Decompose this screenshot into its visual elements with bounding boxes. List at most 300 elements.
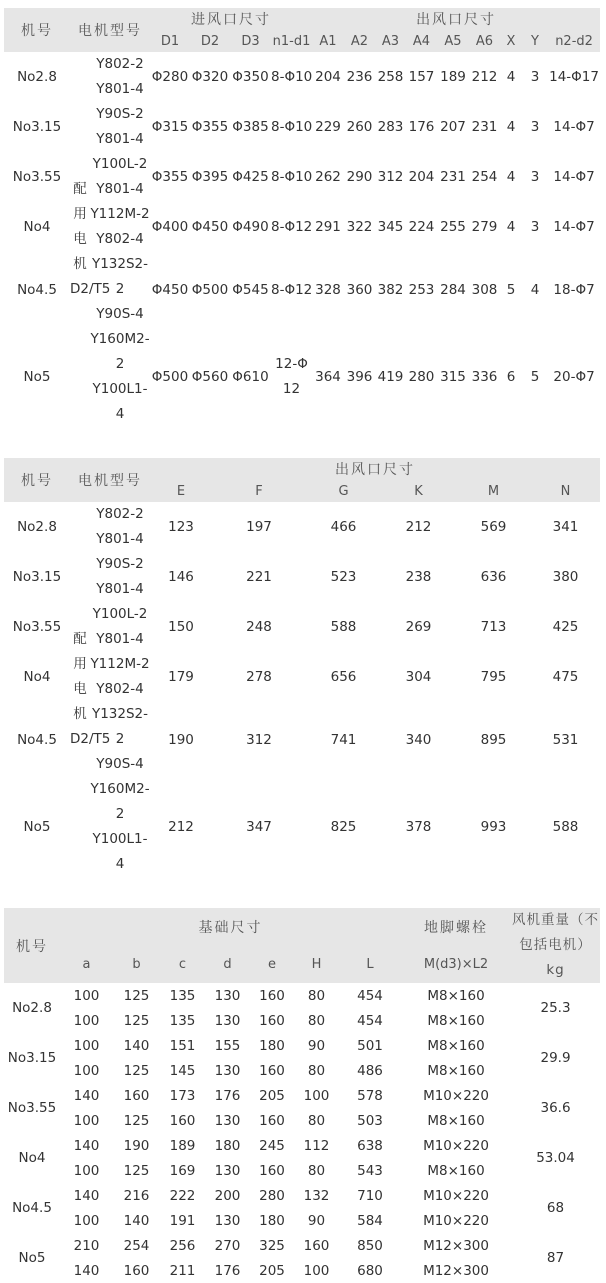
cell: M8×160 [427, 1112, 485, 1129]
motor-line: Y90S-4 [96, 306, 144, 322]
cell: 212 [405, 519, 432, 535]
cell: 341 [552, 519, 579, 535]
cell: 130 [214, 987, 241, 1004]
cell: Φ350 [232, 69, 269, 85]
cell: 150 [168, 619, 194, 635]
cell: 523 [330, 569, 357, 585]
cell: 160 [259, 1062, 285, 1079]
cell: 588 [552, 819, 579, 835]
config-label: 配用电机D2/T5 [70, 631, 111, 747]
cell: Φ610 [232, 369, 269, 385]
cell: M8×160 [427, 987, 485, 1004]
motor-line: Y132S2-2 [91, 706, 149, 747]
cell: 278 [246, 669, 272, 685]
cell: 231 [471, 119, 498, 135]
fan-no: No4.5 [12, 1200, 52, 1216]
motor-line: Y100L1-4 [92, 831, 148, 872]
fan-no: No2.8 [12, 1000, 52, 1016]
cell: 336 [471, 369, 498, 385]
cell: 20-Φ7 [553, 369, 595, 385]
cell: 569 [480, 519, 507, 535]
cell: M8×160 [427, 1037, 485, 1054]
cell: 140 [73, 1137, 100, 1154]
cell: 205 [259, 1087, 285, 1104]
cell: 396 [346, 369, 373, 385]
header-sub: D1 [150, 30, 190, 52]
cell: Φ395 [191, 169, 229, 185]
cell: 140 [123, 1037, 150, 1054]
motor-line: Y100L-2 [92, 156, 148, 172]
cell: 212 [471, 69, 498, 85]
cell: 176 [214, 1262, 241, 1279]
cell: 308 [471, 281, 498, 298]
cell: 419 [377, 369, 404, 385]
cell: 135 [169, 987, 196, 1004]
cell: 125 [123, 987, 150, 1004]
fan-no: No5 [18, 1250, 46, 1266]
cell: 304 [405, 669, 432, 685]
fan-no: No4 [23, 219, 51, 235]
header-sub: Y [522, 30, 548, 52]
cell: Φ450 [191, 219, 229, 235]
table-row [4, 983, 600, 1008]
cell: M10×220 [423, 1137, 489, 1154]
table-row [4, 1058, 600, 1083]
cell: 212 [168, 819, 194, 835]
cell: 173 [169, 1087, 196, 1104]
header-inlet-dimensions: 进风口尺寸 [150, 8, 312, 30]
header-sub: G [306, 480, 381, 502]
cell: 4 [506, 119, 516, 135]
cell: 280 [259, 1187, 285, 1204]
cell: 130 [214, 1212, 241, 1229]
cell: 135 [169, 1012, 196, 1029]
motor-model [90, 327, 150, 427]
cell: 638 [357, 1137, 383, 1154]
fan-no: No4.5 [17, 731, 57, 748]
cell: 279 [471, 219, 498, 235]
cell: 100 [73, 1037, 100, 1054]
header-sub: N [531, 480, 600, 502]
cell: 140 [73, 1087, 100, 1104]
table-row [4, 1108, 600, 1133]
cell: 280 [408, 369, 435, 385]
cell: 14-Φ7 [553, 169, 595, 185]
fan-no: No2.8 [17, 519, 57, 535]
cell: 258 [377, 69, 404, 85]
motor-line: Y90S-2 [96, 106, 144, 122]
fan-no: No3.55 [7, 1100, 57, 1116]
outlet-dimensions-table [4, 458, 600, 877]
cell: 231 [440, 169, 466, 185]
cell: 340 [405, 731, 432, 748]
header-sub: A6 [469, 30, 500, 52]
header-fan-no: 机号 [4, 458, 70, 502]
cell: 503 [357, 1112, 383, 1129]
cell: 160 [169, 1112, 196, 1129]
cell: 205 [259, 1262, 285, 1279]
cell: 253 [408, 281, 435, 298]
cell: 100 [303, 1262, 330, 1279]
cell: 291 [315, 219, 341, 235]
cell: 315 [440, 369, 466, 385]
cell: 204 [315, 69, 341, 85]
cell: 224 [408, 219, 435, 235]
fan-no: No4 [23, 669, 51, 685]
table-row [4, 1183, 600, 1208]
fan-no: No5 [23, 819, 51, 835]
fan-no: No2.8 [17, 69, 57, 85]
table-row [4, 1258, 600, 1283]
cell: 4 [506, 69, 516, 85]
cell: 100 [73, 1162, 100, 1179]
fan-no: No3.15 [12, 119, 62, 135]
cell: 160 [259, 1012, 285, 1029]
cell: 145 [169, 1062, 196, 1079]
cell: 100 [73, 1212, 100, 1229]
cell: Φ500 [191, 281, 229, 298]
header-fan-weight: 风机重量（不包括电机）kg [511, 908, 600, 983]
header-sub: A1 [312, 30, 344, 52]
table-row [4, 1008, 600, 1033]
cell: Φ400 [151, 219, 189, 235]
cell: 8-Φ10 [271, 119, 313, 135]
motor-line: Y132S2-2 [91, 256, 149, 297]
cell: 256 [169, 1237, 196, 1254]
cell: 8-Φ12 [271, 281, 313, 298]
table-row [4, 1233, 600, 1258]
header-sub: D3 [230, 30, 271, 52]
cell: 3 [530, 119, 540, 135]
cell: 255 [440, 219, 466, 235]
motor-line: Y160M2-2 [90, 331, 150, 372]
cell: 713 [480, 619, 507, 635]
fan-no: No3.55 [12, 169, 62, 185]
cell: Φ545 [232, 281, 269, 298]
cell: 176 [214, 1087, 241, 1104]
cell: 160 [123, 1262, 150, 1279]
motor-line: Y802-4 [96, 681, 144, 697]
cell: 210 [73, 1237, 100, 1254]
motor-model [90, 202, 150, 252]
cell: 189 [440, 69, 466, 85]
cell: M10×220 [423, 1212, 489, 1229]
table-row [4, 777, 600, 877]
header-sub: L [339, 946, 401, 984]
cell: 283 [377, 119, 404, 135]
cell: 260 [346, 119, 373, 135]
motor-line: Y90S-2 [96, 556, 144, 572]
cell: 270 [214, 1237, 241, 1254]
motor-model [90, 552, 150, 602]
motor-line: Y801-4 [96, 181, 144, 197]
cell: 130 [214, 1012, 241, 1029]
motor-line: Y802-2 [96, 506, 144, 522]
header-outlet-dimensions: 出风口尺寸 [312, 8, 600, 30]
motor-model [90, 602, 150, 652]
cell: 160 [123, 1087, 150, 1104]
cell: 6 [506, 369, 516, 385]
cell: 140 [73, 1262, 100, 1279]
cell: Φ385 [232, 119, 269, 135]
cell: 155 [214, 1037, 241, 1054]
header-sub: A5 [437, 30, 469, 52]
cell: 100 [73, 987, 100, 1004]
table-row [4, 1083, 600, 1108]
fan-no: No3.15 [12, 569, 62, 585]
header-anchor-bolt: 地脚螺栓 [401, 908, 511, 946]
cell: 636 [480, 569, 507, 585]
fan-weight: 53.04 [536, 1150, 575, 1166]
table-row [4, 1208, 600, 1233]
cell: Φ320 [191, 69, 229, 85]
motor-line: Y112M-2 [90, 206, 150, 222]
fan-weight: 36.6 [540, 1100, 571, 1116]
header-foundation-dimensions: 基础尺寸 [60, 908, 401, 946]
header-sub: D2 [190, 30, 230, 52]
cell: 211 [169, 1262, 196, 1279]
cell: 347 [246, 819, 272, 835]
cell: 3 [530, 219, 540, 235]
cell: 795 [480, 669, 507, 685]
table-row [4, 52, 600, 102]
cell: 378 [405, 819, 432, 835]
cell: 132 [303, 1187, 330, 1204]
cell: 176 [408, 119, 435, 135]
cell: 531 [552, 731, 579, 748]
cell: 80 [307, 1012, 326, 1029]
cell: 204 [408, 169, 435, 185]
cell: 543 [357, 1162, 383, 1179]
cell: 221 [246, 569, 272, 585]
motor-line: Y100L-2 [92, 606, 148, 622]
cell: 222 [169, 1187, 196, 1204]
fan-weight: 68 [546, 1200, 565, 1216]
cell: Φ425 [232, 169, 269, 185]
header-fan-no: 机号 [4, 908, 60, 983]
table-row [4, 652, 600, 702]
header-sub: c [160, 946, 205, 984]
cell: 254 [471, 169, 498, 185]
motor-line: Y802-2 [96, 56, 144, 72]
cell: 100 [73, 1062, 100, 1079]
cell: 100 [73, 1012, 100, 1029]
cell: 501 [357, 1037, 383, 1054]
cell: 157 [408, 69, 435, 85]
cell: 262 [315, 169, 341, 185]
header-sub: A2 [344, 30, 375, 52]
cell: Φ560 [191, 369, 229, 385]
cell: Φ315 [151, 119, 189, 135]
cell: 14-Φ7 [553, 219, 595, 235]
table-row [4, 152, 600, 202]
cell: 180 [214, 1137, 241, 1154]
cell: 284 [440, 281, 466, 298]
cell: 290 [346, 169, 373, 185]
cell: 5 [506, 281, 516, 298]
motor-line: Y100L1-4 [92, 381, 148, 422]
table-row [4, 602, 600, 652]
motor-line: Y801-4 [96, 631, 144, 647]
cell: 584 [357, 1212, 383, 1229]
cell: 466 [330, 519, 357, 535]
cell: 993 [480, 819, 507, 835]
motor-line: Y801-4 [96, 581, 144, 597]
fan-no: No4.5 [17, 281, 57, 298]
cell: 160 [303, 1237, 330, 1254]
cell: 207 [440, 119, 466, 135]
header-sub: M(d3)×L2 [401, 946, 511, 984]
cell: 80 [307, 1112, 326, 1129]
cell: 380 [552, 569, 579, 585]
cell: 248 [246, 619, 272, 635]
cell: 14-Φ17 [549, 69, 599, 85]
cell: 189 [169, 1137, 196, 1154]
cell: 475 [552, 669, 579, 685]
cell: 328 [315, 281, 341, 298]
cell: 486 [357, 1062, 383, 1079]
cell: 345 [377, 219, 404, 235]
cell: 8-Φ12 [271, 219, 313, 235]
cell: 236 [346, 69, 373, 85]
cell: 4 [506, 169, 516, 185]
motor-model [90, 777, 150, 877]
cell: 125 [123, 1062, 150, 1079]
cell: 269 [405, 619, 432, 635]
fan-weight: 87 [546, 1250, 565, 1266]
cell: 895 [480, 731, 507, 748]
header-sub: n2-d2 [548, 30, 600, 52]
cell: 169 [169, 1162, 196, 1179]
header-sub: b [113, 946, 160, 984]
cell: M8×160 [427, 1162, 485, 1179]
cell: 254 [123, 1237, 150, 1254]
cell: 90 [307, 1037, 326, 1054]
fan-weight: 29.9 [540, 1050, 571, 1066]
cell: 130 [214, 1162, 241, 1179]
cell: 112 [303, 1137, 330, 1154]
table-row [4, 1133, 600, 1158]
header-sub: F [212, 480, 306, 502]
fan-no: No5 [23, 369, 51, 385]
cell: 656 [330, 669, 357, 685]
table-row [4, 1033, 600, 1058]
cell: Φ490 [232, 219, 269, 235]
motor-model [90, 52, 150, 102]
cell: 130 [214, 1112, 241, 1129]
motor-line: Y802-4 [96, 231, 144, 247]
header-outlet-dimensions: 出风口尺寸 [150, 458, 600, 480]
cell: 179 [168, 669, 194, 685]
cell: 160 [259, 987, 285, 1004]
cell: Φ280 [151, 69, 189, 85]
cell: 578 [357, 1087, 383, 1104]
cell: 160 [259, 1162, 285, 1179]
cell: M12×300 [423, 1237, 489, 1254]
cell: 125 [123, 1012, 150, 1029]
cell: 90 [307, 1212, 326, 1229]
cell: 3 [530, 69, 540, 85]
header-sub: X [500, 30, 522, 52]
cell: 710 [357, 1187, 383, 1204]
cell: 191 [169, 1212, 196, 1229]
cell: 190 [123, 1137, 150, 1154]
cell: 322 [346, 219, 373, 235]
cell: 312 [377, 169, 404, 185]
cell: 197 [246, 519, 272, 535]
fan-no: No4 [18, 1150, 46, 1166]
cell: 125 [123, 1162, 150, 1179]
cell: 140 [73, 1187, 100, 1204]
cell: 80 [307, 987, 326, 1004]
header-sub: A4 [406, 30, 437, 52]
motor-model [90, 152, 150, 202]
motor-line: Y801-4 [96, 81, 144, 97]
cell: 18-Φ7 [553, 281, 595, 298]
fan-no: No3.55 [12, 619, 62, 635]
foundation-dimensions-table [4, 908, 600, 1283]
header-fan-no: 机号 [4, 8, 70, 52]
cell: M8×160 [427, 1012, 485, 1029]
cell: 14-Φ7 [553, 119, 595, 135]
cell: 364 [315, 369, 341, 385]
cell: 5 [530, 369, 540, 385]
cell: 123 [168, 519, 194, 535]
fan-no: No3.15 [7, 1050, 57, 1066]
cell: 160 [259, 1112, 285, 1129]
cell: 190 [168, 731, 194, 748]
header-sub: a [60, 946, 113, 984]
cell: 325 [259, 1237, 285, 1254]
fan-weight: 25.3 [540, 1000, 571, 1016]
cell: Φ355 [151, 169, 189, 185]
cell: Φ355 [191, 119, 229, 135]
cell: 151 [169, 1037, 196, 1054]
cell: 4 [506, 219, 516, 235]
motor-model [90, 502, 150, 552]
cell: 245 [259, 1137, 285, 1154]
cell: 454 [357, 987, 383, 1004]
cell: 146 [168, 569, 194, 585]
cell: 312 [246, 731, 272, 748]
cell: 229 [315, 119, 341, 135]
header-motor-model: 电机型号 [70, 8, 150, 52]
inlet-outlet-dimensions-table [4, 8, 600, 427]
header-sub: M [456, 480, 531, 502]
cell: 360 [346, 281, 373, 298]
motor-model [90, 652, 150, 702]
header-sub: A3 [375, 30, 406, 52]
cell: 125 [123, 1112, 150, 1129]
cell: 100 [73, 1112, 100, 1129]
cell: 238 [405, 569, 432, 585]
table-row [4, 102, 600, 152]
cell: 200 [214, 1187, 241, 1204]
header-sub: H [294, 946, 339, 984]
header-sub: E [150, 480, 212, 502]
motor-line: Y160M2-2 [90, 781, 150, 822]
cell: 4 [530, 281, 540, 298]
cell: 180 [259, 1037, 285, 1054]
cell: 8-Φ10 [271, 169, 313, 185]
cell: M12×300 [423, 1262, 489, 1279]
cell: 382 [377, 281, 404, 298]
cell: M8×160 [427, 1062, 485, 1079]
table-row [4, 327, 600, 427]
motor-model [90, 102, 150, 152]
cell: 454 [357, 1012, 383, 1029]
cell: 680 [357, 1262, 383, 1279]
